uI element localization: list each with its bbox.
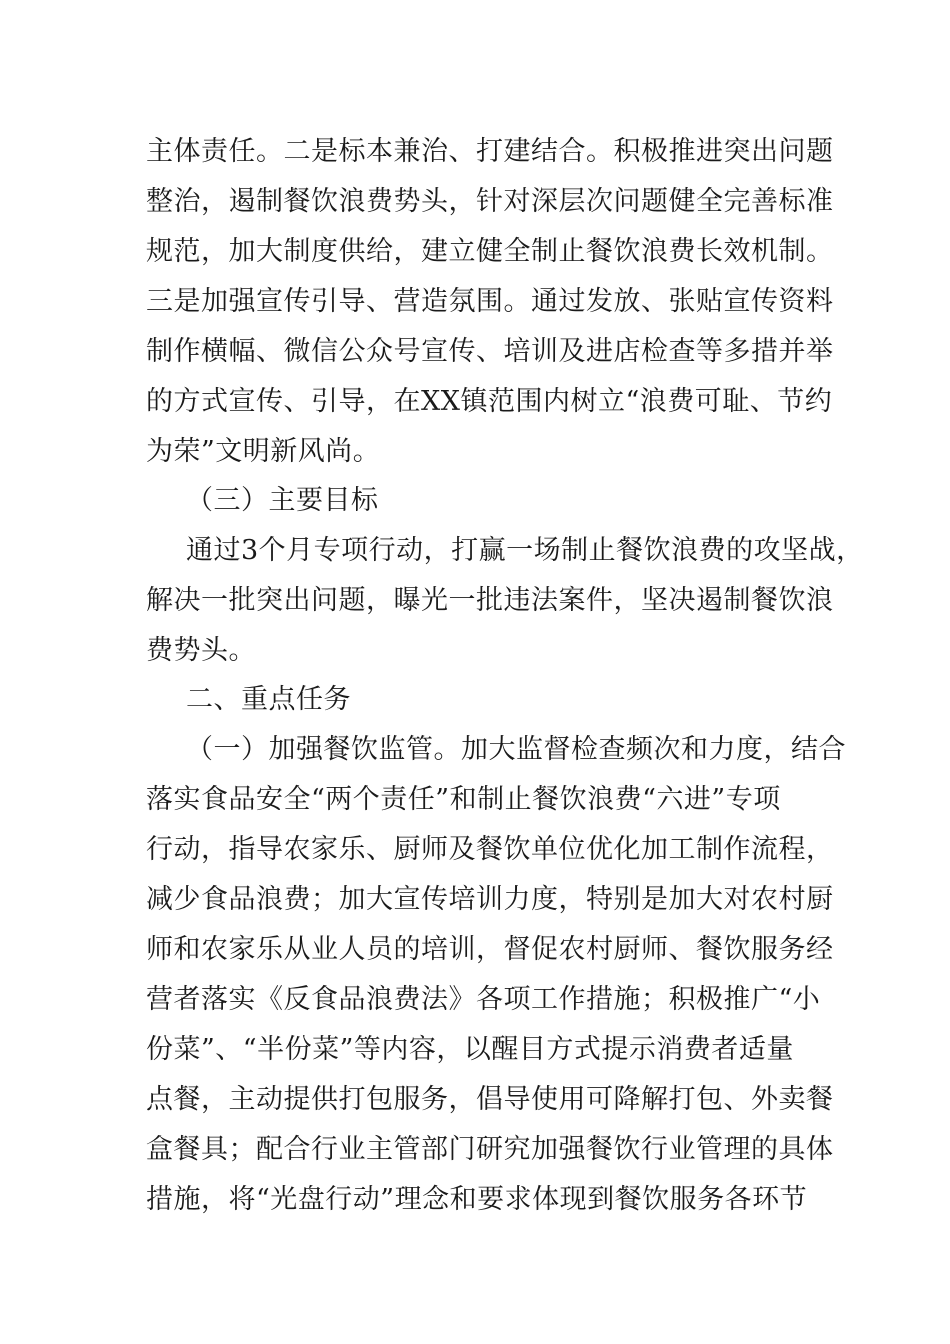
paragraph-line: 解决一批突出问题，曝光一批违法案件，坚决遏制餐饮浪	[146, 585, 834, 616]
paragraph-line: 整治，遏制餐饮浪费势头，针对深层次问题健全完善标准	[146, 186, 834, 217]
paragraph-line: 落实食品安全“两个责任”和制止餐饮浪费“六进”专项	[146, 784, 781, 815]
paragraph-line: 份菜”、“半份菜”等内容，以醒目方式提示消费者适量	[146, 1034, 794, 1065]
paragraph-line: 费势头。	[146, 635, 256, 666]
paragraph-line: 的方式宣传、引导，在XX镇范围内树立“浪费可耻、节约	[146, 386, 833, 417]
paragraph-line: 为荣”文明新风尚。	[146, 436, 381, 467]
paragraph-line: 师和农家乐从业人员的培训，督促农村厨师、餐饮服务经	[146, 934, 834, 965]
section-heading-key-tasks: 二、重点任务	[186, 684, 351, 715]
paragraph-line: （一）加强餐饮监管。加大监督检查频次和力度，结合	[186, 734, 846, 765]
paragraph-line: 盒餐具；配合行业主管部门研究加强餐饮行业管理的具体	[146, 1134, 834, 1165]
paragraph-line: 规范，加大制度供给，建立健全制止餐饮浪费长效机制。	[146, 236, 834, 267]
paragraph-line: 主体责任。二是标本兼治、打建结合。积极推进突出问题	[146, 136, 834, 167]
paragraph-line: 营者落实《反食品浪费法》各项工作措施；积极推广“小	[146, 984, 821, 1015]
paragraph-line: 行动，指导农家乐、厨师及餐饮单位优化加工制作流程，	[146, 834, 834, 865]
paragraph-line: 点餐，主动提供打包服务，倡导使用可降解打包、外卖餐	[146, 1084, 834, 1115]
paragraph-line: 三是加强宣传引导、营造氛围。通过发放、张贴宣传资料	[146, 286, 834, 317]
section-heading-main-goals: （三）主要目标	[186, 485, 379, 516]
paragraph-line: 通过3个月专项行动，打赢一场制止餐饮浪费的攻坚战，	[186, 535, 864, 566]
paragraph-line: 减少食品浪费；加大宣传培训力度，特别是加大对农村厨	[146, 884, 834, 915]
paragraph-line: 措施，将“光盘行动”理念和要求体现到餐饮服务各环节	[146, 1184, 808, 1215]
paragraph-line: 制作横幅、微信公众号宣传、培训及进店检查等多措并举	[146, 336, 834, 367]
